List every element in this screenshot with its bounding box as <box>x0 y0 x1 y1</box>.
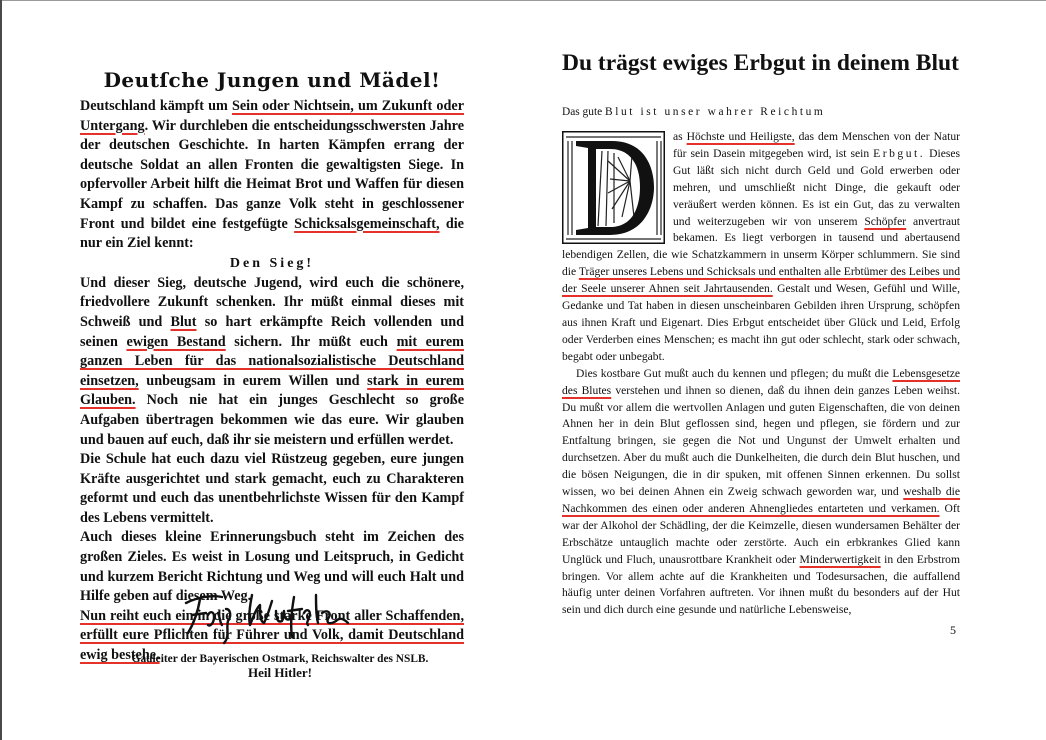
image-border-left <box>0 0 2 740</box>
closing-salutation: Heil Hitler! <box>248 665 312 680</box>
image-border-top <box>0 0 1046 1</box>
text-run: verstehen und ihnen so dienen, daß du ihnen dein ganzes Leben weihst. Du mußt vor allem die wertvollen Anlagen und guten Eigenschaften, die von deinen Ahnen her in dein Blut geflossen sind, hegen und pflegen, sie fördern und zur Entfaltung bringen, sie gegen die Not und Ungunst der Umwelt erhalten und durchsetzen. Aber du mußt auch die Dunkelheiten, die durch dein Blut huschen, und die bösen Neigungen, die in dir spuken, mit offenen Sinnen erkennen. Du sollst wissen, wo bei deinen Ahnen ein Zweig schwach geworden war, und <box>562 383 960 499</box>
red-underline-highlight: Höchste und Heiligste, <box>686 130 795 143</box>
subtitle-spaced-part: Blut ist unser wahrer Reichtum <box>605 106 826 118</box>
left-page-title: Deutſche Jungen und Mädel! <box>103 68 441 92</box>
red-underline-highlight: Sein oder Nichtsein, um Zukunft oder Untergang <box>80 98 464 134</box>
woodcut-dropcap-icon <box>562 131 665 244</box>
text-run: . Wir durchleben die entscheidungsschwersten Jahre der deutschen Geschichte. In harten Kämpfen errang der deutsche Soldat an allen Fronten die gewaltigsten Siege. In opfervoller Arbeit hilft die Heimat Brot und Waffen für diesen Kampf zu schaffen. Das ganze Volk steht in geschlossener Front und bildet eine festgefügte <box>80 117 464 232</box>
left-paragraph-1 <box>80 97 464 254</box>
text-run: so hart erkämpfte Reich vollenden und seinen <box>80 313 464 350</box>
red-underline-highlight: Schöpfer <box>864 214 907 228</box>
left-paragraph-3: Die Schule hat euch dazu viel Rüstzeug gegeben, eure jungen Kräfte ausgerichtet und stark gemacht, euch zu Charakteren geformt und euch das unentbehrlichste Wissen für den Kampf des Lebens vermittelt. <box>80 451 464 526</box>
red-underline-highlight: Schicksalsgemeinschaft, <box>294 215 440 232</box>
left-page <box>80 60 464 666</box>
right-page-subtitle <box>562 105 960 119</box>
text-run: die nur ein Ziel kennt: <box>80 215 464 252</box>
text-run: sichern. Ihr müßt euch <box>225 333 397 350</box>
right-page <box>562 48 960 619</box>
handwritten-signature <box>178 585 378 645</box>
red-underline-highlight: mit eurem ganzen Leben für das nationalsozialistische Deutschland einsetzen, <box>80 333 464 389</box>
text-run: in den Erbstrom bringen. Vor allem achte auf die Krankheiten und Todesursachen, die auffallend häufig unter deinen Vorfahren auftreten. Vor ihnen mußt du besonders auf der Hut sein und dich durch eine gesunde und natürliche Lebensweise, <box>562 552 960 617</box>
red-underline-highlight: weshalb die Nachkommen des einen oder anderen Ahnengliedes entarteten und verkamen. <box>562 485 960 515</box>
red-underline-highlight: Träger unseres Lebens und Schicksals und enthalten alle Erbtümer des Leibes und der Seele unserer Ahnen seit Jahrtausenden. <box>562 265 960 296</box>
right-paragraph-2 <box>562 366 960 620</box>
signature-caption: Gauleiter der Bayerischen Ostmark, Reichswalter des NSLB. <box>131 653 429 665</box>
red-underline-highlight: Nun reiht euch ein in die große starke Front aller Schaffenden, erfüllt eure Pflichten für Führer und Volk, damit Deutschland ewig bestehe. <box>80 607 464 664</box>
text-run: Und dieser Sieg, deutsche Jugend, wird euch die schönere, friedvollere Zukunft schenken. Ihr müßt einmal dieses mit Schweiß und <box>80 274 464 330</box>
text-run: Dies kostbare Gut mußt auch du kennen und pflegen; du mußt die <box>576 366 893 380</box>
decorative-dropcap-d <box>562 131 665 244</box>
red-underline-highlight: stark in eurem Glauben. <box>80 372 465 409</box>
red-underline-highlight: Blut <box>170 313 197 330</box>
red-underline-highlight: Minderwertigkeit <box>799 552 881 566</box>
left-paragraph-4: Auch dieses kleine Erinnerungsbuch steht im Zeichen des großen Zieles. Es weist in Losung und Leitspruch, in Gedicht und kurzem Bericht Richtung und Weg und will euch Halt und Hilfe geben auf diesem Weg. <box>80 529 464 605</box>
text-run: Dieses Gut läßt sich nicht durch Geld und Gold erwerben oder mehren, und umschließt nicht Dinge, die gekauft oder veräußert werden können. Es ist ein Gut, das zu verwalten und weiterzugeben wir von unserem <box>673 146 961 228</box>
subtitle-part: Das gute <box>562 106 606 118</box>
text-run: Deutschland kämpft um <box>80 98 232 114</box>
spaced-emphasis: Erbgut. <box>873 146 926 160</box>
text-run: Gestalt und Wesen, Gefühl und Wille, Gedanke und Tat haben in diesen unscheinbaren Gebilden ihren Ursprung, schöpfen aus ihnen Kraft und Eigenart. Dies Erbgut entscheidet über Glück und Leid, Erfolg oder Verderben eines Menschen; es macht ihn gut oder schlecht, stark oder schwach, begabt oder unbegabt. <box>562 282 960 363</box>
text-run: as <box>673 130 687 143</box>
text-run: das dem Menschen von der Natur für sein Dasein mitgegeben wird, ist sein <box>673 130 961 160</box>
page-number: 5 <box>950 623 956 637</box>
text-run: anvertraut bekamen. Es liegt verborgen in tausend und abertausend lebendigen Zellen, die wie Schatzkammern in unserm Körper schlummern. Sie sind die <box>562 214 961 279</box>
left-paragraph-2 <box>80 274 464 450</box>
red-underline-highlight: Lebensgesetze des Blutes <box>562 366 960 397</box>
left-page-body <box>80 97 464 666</box>
text-run: unbeugsam in eurem Willen und <box>138 372 368 389</box>
text-run: Noch nie hat ein junges Geschlecht so große Aufgaben übertragen bekommen wie das eure. Wir glauben und bauen auf euch, daß ihr sie meistern und erfüllen werdet. <box>80 392 464 448</box>
den-sieg-heading: Den Sieg! <box>229 255 315 271</box>
red-underline-highlight: ewigen Bestand <box>126 333 226 350</box>
text-run: Oft war der Alkohol der Schädling, der die Keimzelle, diesen wundersamen Behälter der Erbschätze untauglich machte oder zerstörte. Auch ein erbkrankes Glied kann Unglück und Fluch, unausrottbare Krankheit oder <box>562 501 960 566</box>
right-page-title: Du trägst ewiges Erbgut in deinem Blut <box>562 50 959 76</box>
right-page-body <box>562 129 960 619</box>
